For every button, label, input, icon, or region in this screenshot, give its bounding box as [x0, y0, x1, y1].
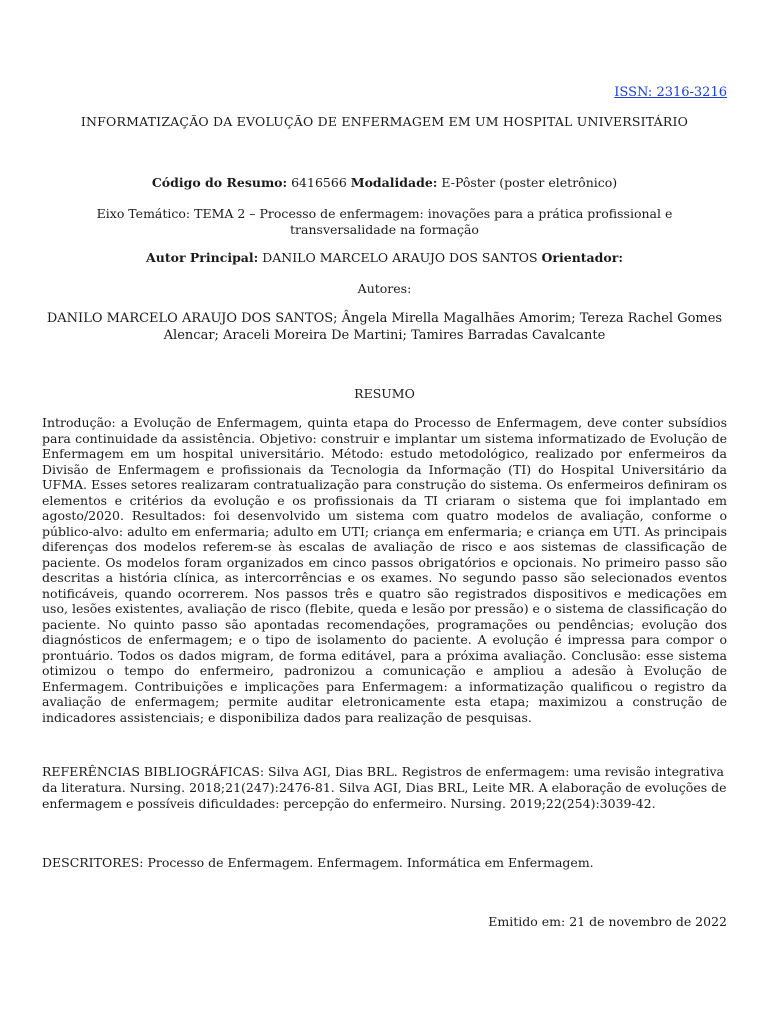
modalidade-label: Modalidade: — [350, 175, 438, 190]
resumo-text: Introdução: a Evolução de Enfermagem, quinta etapa do Processo de Enfermagem, deve conter subsídios para continuidade da assistência. Objetivo: construir e implantar um sistema informatizado de Evolução de Enfermagem em um hospital universitário. Método: estudo metodológico, realizado por enfermeiros da Divisão de Enfermagem e profissionais da Tecnologia da Informação (TI) do Hospital Universitário da UFMA. Esses setores realizaram contratualização para construção do sistema. Os enfermeiros definiram os elementos e critérios da evolução e os profissionais da TI criaram o sistema que foi implantado em agosto/2020. Resultados: foi desenvolvido um sistema com quatro modelos de avaliação, conforme o público-alvo: adulto em enfermaria; adulto em UTI; criança em enfermaria; e criança em UTI. As principais diferenças dos modelos referem-se às escalas de avaliação de risco e aos sistemas de classificação de paciente. Os modelos foram organizados em cinco passos obrigatórios e opcionais. No primeiro passo são descritas a história clínica, as intercorrências e os exames. No segundo passo são selecionados eventos notificáveis, quando ocorrerem. Nos passos três e quatro são registrados dispositivos e medicações em uso, lesões existentes, avaliação de risco (flebite, queda e lesão por pressão) e o sistema de classificação do paciente. No quinto passo são apontadas recomendações, programações ou pendências; evolução dos diagnósticos de enfermagem; e o tipo de isolamento do paciente. A evolução é impressa para compor o prontuário. Todos os dados migram, de forma editável, para a próxima avaliação. Conclusão: esse sistema otimizou o tempo do enfermeiro, padronizou a comunicação e ampliou a adesão à Evolução de Enfermagem. Contribuições e implicações para Enfermagem: a informatização qualificou o registro da avaliação de enfermagem; permite auditar eletronicamente esta etapa; maximizou a construção de indicadores assistenciais; e disponibiliza dados para realização de pesquisas. — [42, 415, 727, 725]
autores-list: DANILO MARCELO ARAUJO DOS SANTOS; Ângela Mirella Magalhães Amorim; Tereza Rachel Gomes Alencar; Araceli Moreira De Martini; Tamires Barradas Cavalcante — [46, 311, 723, 343]
autores-label: Autores: — [357, 281, 412, 296]
orientador-label: Orientador: — [541, 250, 623, 265]
codigo-label: Código do Resumo: — [151, 175, 288, 190]
referencias: REFERÊNCIAS BIBLIOGRÁFICAS: Silva AGI, Dias BRL. Registros de enfermagem: uma revisão integrativa da literatura. Nursing. 2018;21(247):2476-81. Silva AGI, Dias BRL, Leite MR. A elaboração de evoluções de enfermagem e possíveis dificuldades: percepção do enfermeiro. Nursing. 2019;22(254):3039-42. — [42, 764, 727, 811]
issn-link[interactable]: ISSN: 2316-3216 — [614, 85, 727, 100]
autor-value: DANILO MARCELO ARAUJO DOS SANTOS — [258, 250, 542, 265]
descritores: DESCRITORES: Processo de Enfermagem. Enfermagem. Informática em Enfermagem. — [42, 855, 594, 870]
eixo-tematico: Eixo Temático: TEMA 2 – Processo de enfermagem: inovações para a prática profissional e transversalidade na formação — [96, 206, 673, 237]
document-title: INFORMATIZAÇÃO DA EVOLUÇÃO DE ENFERMAGEM EM UM HOSPITAL UNIVERSITÁRIO — [80, 114, 689, 129]
codigo-line — [42, 175, 727, 190]
autor-label: Autor Principal: — [146, 250, 259, 265]
codigo-value: 6416566 — [287, 175, 351, 190]
emitido-date: Emitido em: 21 de novembro de 2022 — [488, 914, 727, 929]
resumo-heading: RESUMO — [354, 386, 415, 401]
document-page — [42, 0, 727, 1024]
autor-line — [42, 250, 727, 265]
modalidade-value: E-Pôster (poster eletrônico) — [437, 175, 618, 190]
